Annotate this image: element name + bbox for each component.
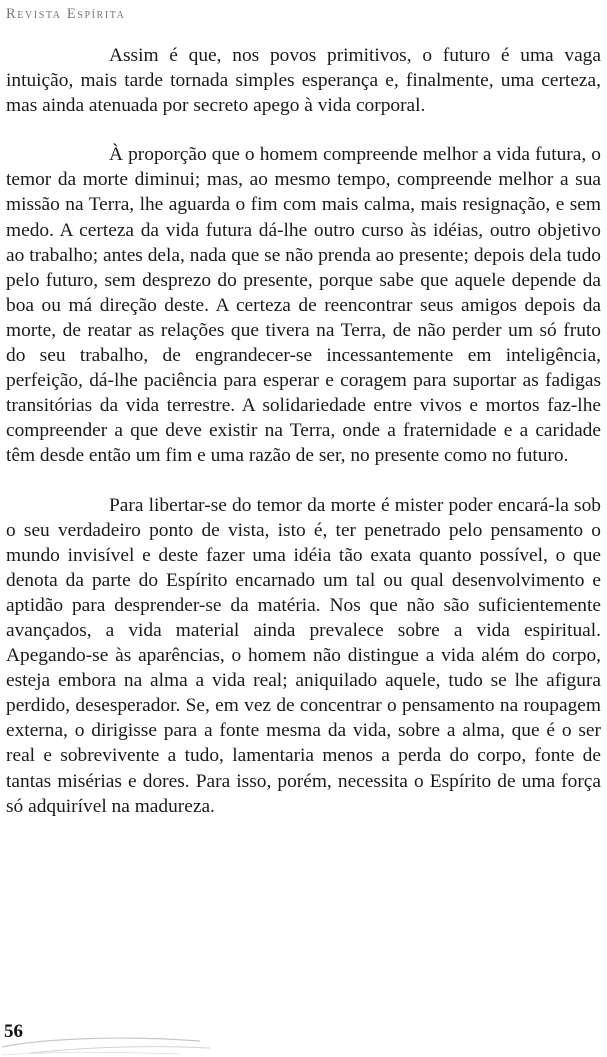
running-header: Revista Espírita: [6, 6, 126, 22]
page-footer: [0, 1017, 607, 1057]
body-text: [6, 43, 601, 819]
paragraph-2: À proporção que o homem compreende melhor a vida futura, o temor da morte diminui; mas, ao mesmo tempo, compreende melhor a sua missão na Terra, lhe aguarda o fim com mais calma, mais resignação, e sem medo. A certeza da vida futura dá-lhe outro curso às idéias, outro objetivo ao trabalho; antes dela, nada que se não prenda ao presente; depois dela tudo pelo futuro, sem desprezo do presente, porque sabe que aquele depende da boa ou má direção deste. A certeza de reencontrar seus amigos depois da morte, de reatar as relações que tivera na Terra, de não perder um só fruto do seu trabalho, de engrandecer-se incessantemente em inteligência, perfeição, dá-lhe paciência para esperar e coragem para suportar as fadigas transitórias da vida terrestre. A solidariedade entre vivos e mortos faz-lhe compreender a que deve existir na Terra, onde a fraternidade e a caridade têm desde então um fim e uma razão de ser, no presente como no futuro.: [6, 144, 601, 467]
paragraph-3: Para libertar-se do temor da morte é mister poder encará-la sob o seu verdadeiro ponto de vista, isto é, ter penetrado pelo pensamento o mundo invisível e deste fazer uma idéia tão exata quanto possível, o que denota da parte do Espírito encarnado um tal ou qual desenvolvimento e aptidão para desprender-se da matéria. Nos que não são suficientemente avançados, a vida material ainda prevalece sobre a vida espiritual. Apegando-se às aparências, o homem não distingue a vida além do corpo, esteja embora na alma a vida real; aniquilado aquele, tudo se lhe afigura perdido, desesperador. Se, em vez de concentrar o pensamento na roupagem externa, o dirigisse para a fonte mesma da vida, sobre a alma, que é o ser real e sobrevivente a tudo, lamentaria menos a perda do corpo, fonte de tantas misérias e dores. Para isso, porém, necessita o Espírito de uma força só adquirível na madureza.: [6, 494, 601, 817]
paragraph-1: Assim é que, nos povos primitivos, o futuro é uma vaga intuição, mais tarde tornada simples esperança e, finalmente, uma certeza, mas ainda atenuada por secreto apego à vida corporal.: [6, 45, 601, 117]
page-number: 56: [4, 1021, 23, 1042]
footer-swoosh-ornament: [0, 1017, 260, 1057]
